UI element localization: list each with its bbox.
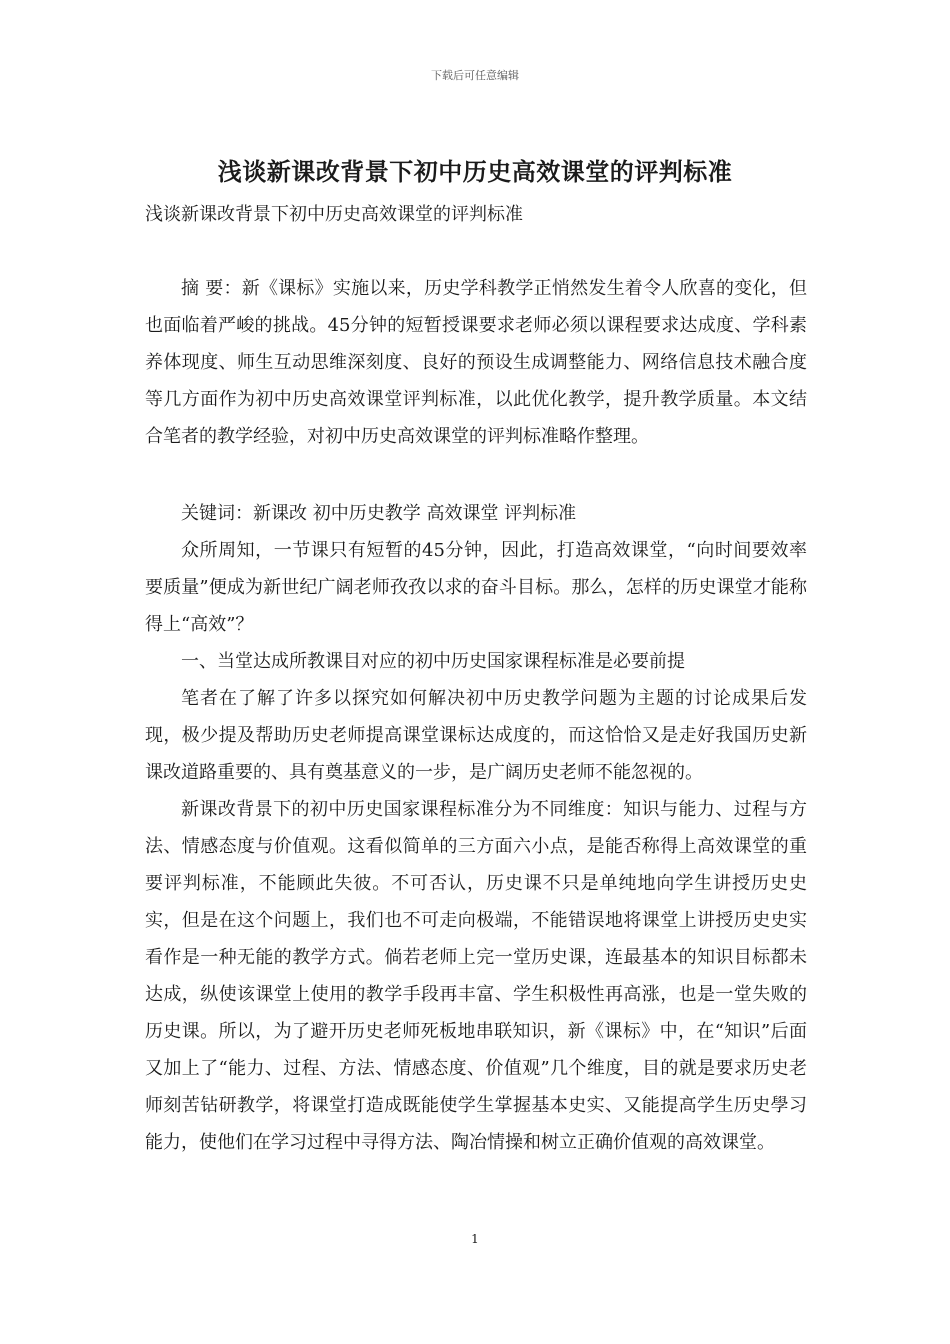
document-title: 浅谈新课改背景下初中历史高效课堂的评判标准 <box>217 157 733 186</box>
abstract-section <box>145 270 807 455</box>
header-note: 下载后可任意编辑 <box>431 69 519 82</box>
abstract-paragraph: 摘 要：新《课标》实施以来，历史学科教学正悄然发生着令人欣喜的变化，但也面临着严峻的挑战。45分钟的短暂授课要求老师必须以课程要求达成度、学科素养体现度、师生互动思维深刻度、良好的预设生成调整能力、网络信息技术融合度等几方面作为初中历史高效课堂评判标准，以此优化教学，提升教学质量。本文结合笔者的教学经验，对初中历史高效课堂的评判标准略作整理。 <box>145 278 807 447</box>
body-paragraph: 笔者在了解了许多以探究如何解决初中历史教学问题为主题的讨论成果后发现，极少提及帮助历史老师提高课堂课标达成度的，而这恰恰又是走好我国历史新课改道路重要的、具有奠基意义的一步，是广阔历史老师不能忽视的。 <box>145 688 807 783</box>
page-number: 1 <box>471 1232 479 1246</box>
intro-paragraph: 众所周知，一节课只有短暂的45分钟，因此，打造高效课堂，“向时间要效率要质量”便成为新世纪广阔老师孜孜以求的奋斗目标。那么，怎样的历史课堂才能称得上“高效”？ <box>145 540 807 635</box>
section-heading: 一、当堂达成所教课目对应的初中历史国家课程标准是必要前提 <box>181 651 685 672</box>
keywords-line: 关键词：新课改 初中历史教学 高效课堂 评判标准 <box>181 503 577 524</box>
document-subtitle: 浅谈新课改背景下初中历史高效课堂的评判标准 <box>145 204 523 225</box>
main-body <box>145 495 807 1161</box>
body-paragraph: 新课改背景下的初中历史国家课程标准分为不同维度：知识与能力、过程与方法、情感态度与价值观。这看似简单的三方面六小点，是能否称得上高效课堂的重要评判标准，不能顾此失彼。不可否认，历史课不只是单纯地向学生讲授历史史实，但是在这个问题上，我们也不可走向极端，不能错误地将课堂上讲授历史史实看作是一种无能的教学方式。倘若老师上完一堂历史课，连最基本的知识目标都未达成，纵使该课堂上使用的教学手段再丰富、学生积极性再高涨，也是一堂失败的历史课。所以，为了避开历史老师死板地串联知识，新《课标》中，在“知识”后面又加上了“能力、过程、方法、情感态度、价值观”几个维度，目的就是要求历史老师刻苦钻研教学，将课堂打造成既能使学生掌握基本史实、又能提高学生历史學习能力，使他们在学习过程中寻得方法、陶冶情操和树立正确价值观的高效课堂。 <box>145 799 807 1153</box>
